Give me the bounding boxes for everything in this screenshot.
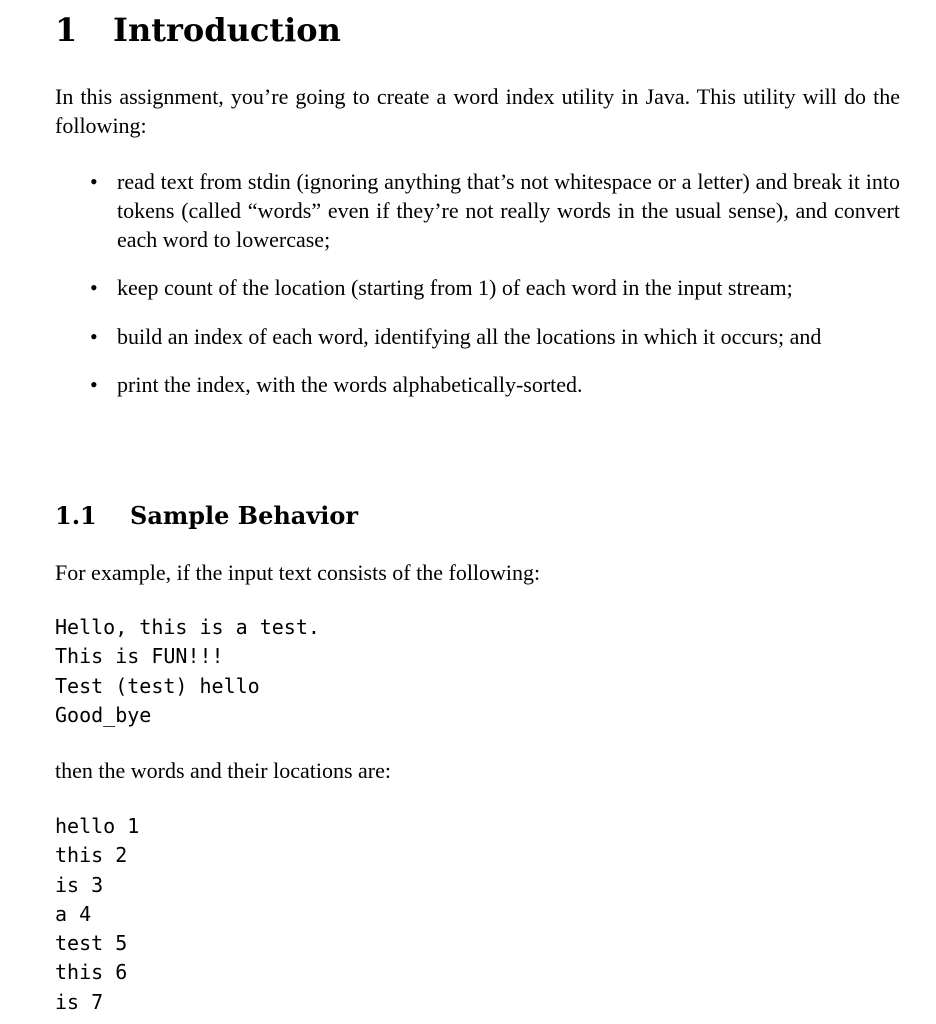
code-line: this 2 [55,843,128,868]
list-item [55,167,900,254]
requirements-list [55,167,900,399]
sample-output-code [55,812,139,1017]
code-line: Hello, this is a test. [55,615,320,639]
bullet-icon: • [90,372,98,397]
code-line: a 4 [55,901,92,926]
code-line: Good_bye [55,702,152,727]
section-title: Introduction [113,11,341,49]
sample-input-code [55,613,320,730]
subsection-heading [55,500,358,532]
bullet-icon: • [90,275,98,300]
list-item [55,322,900,351]
code-line: test 5 [55,931,128,956]
code-line: This is FUN!!! [55,644,224,669]
list-item-text: keep count of the location (starting from 1) of each word in the input stream; [117,275,793,300]
code-line: is 7 [55,989,104,1014]
subsection-title: Sample Behavior [130,501,359,530]
subsection-number: 1.1 [55,501,97,530]
list-item [55,273,900,302]
bullet-icon: • [90,169,98,194]
list-item [55,370,900,399]
example-lead-text: For example, if the input text consists of the following: [55,560,541,585]
code-line: hello 1 [55,814,140,838]
output-lead-text: then the words and their locations are: [55,758,392,783]
section-number: 1 [55,11,78,49]
code-line: Test (test) hello [55,673,260,698]
list-item-text: print the index, with the words alphabetically-sorted. [117,372,583,397]
intro-paragraph: In this assignment, you’re going to create a word index utility in Java. This utility will do the following: [55,84,900,138]
list-item-text: read text from stdin (ignoring anything that’s not whitespace or a letter) and break it into tokens (called “words” even if they’re not really words in the usual sense), and convert each word to lowercase; [117,169,900,252]
code-line: this 6 [55,960,128,985]
code-line: is 3 [55,872,104,897]
section-heading [55,10,341,50]
list-item-text: build an index of each word, identifying all the locations in which it occurs; and [117,324,822,349]
bullet-icon: • [90,324,98,349]
